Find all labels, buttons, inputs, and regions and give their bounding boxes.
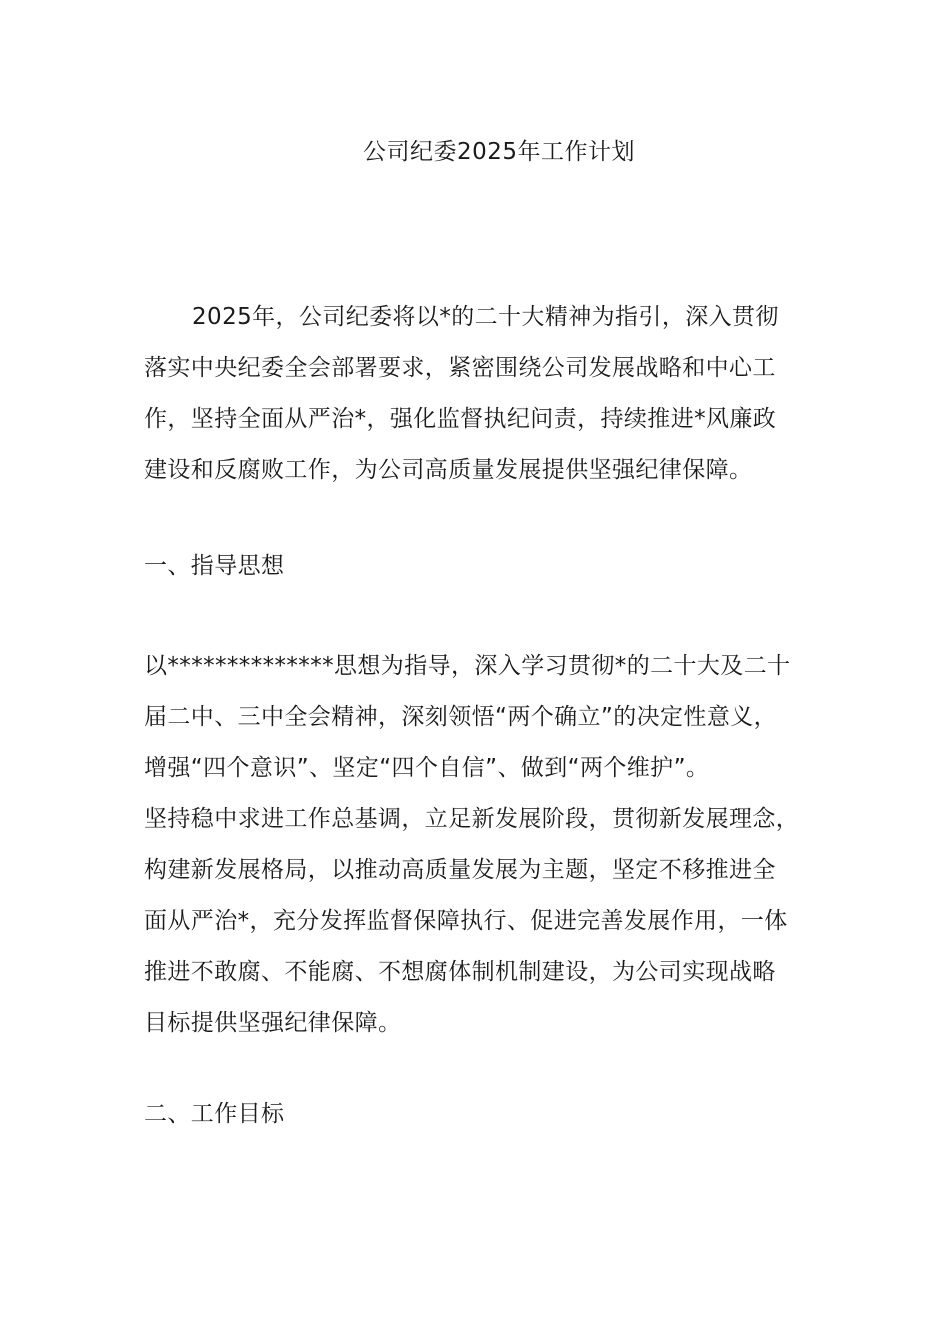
intro-line: 建设和反腐败工作，为公司高质量发展提供坚强纪律保障。 bbox=[144, 457, 753, 483]
paragraph-line: 面从严治*，充分发挥监督保障执行、促进完善发展作用，一体 bbox=[144, 908, 788, 934]
intro-line: 作，坚持全面从严治*，强化监督执纪问责，持续推进*风廉政 bbox=[144, 406, 777, 432]
document-title: 公司纪委2025年工作计划 bbox=[362, 139, 636, 165]
section-heading-guiding-ideology bbox=[144, 541, 804, 592]
intro-paragraph bbox=[144, 292, 804, 496]
section-heading-text: 二、工作目标 bbox=[144, 1101, 285, 1127]
paragraph-line: 构建新发展格局，以推动高质量发展为主题，坚定不移推进全 bbox=[144, 857, 776, 883]
section-heading-work-goals bbox=[144, 1089, 804, 1140]
paragraph-line: 目标提供坚强纪律保障。 bbox=[144, 1010, 402, 1036]
paragraph-line: 推进不敢腐、不能腐、不想腐体制机制建设，为公司实现战略 bbox=[144, 959, 776, 985]
paragraph-line: 增强“四个意识”、坚定“四个自信”、做到“两个维护”。 bbox=[144, 755, 710, 781]
section-heading-text: 一、指导思想 bbox=[144, 553, 285, 579]
paragraph-line: 以**************思想为指导，深入学习贯彻*的二十大及二十 bbox=[144, 653, 791, 679]
guiding-ideology-paragraph bbox=[144, 641, 804, 1049]
intro-line: 落实中央纪委全会部署要求，紧密围绕公司发展战略和中心工 bbox=[144, 355, 776, 381]
intro-line: 2025年，公司纪委将以*的二十大精神为指引，深入贯彻 bbox=[192, 304, 779, 330]
paragraph-line: 届二中、三中全会精神，深刻领悟“两个确立”的决定性意义， bbox=[144, 704, 778, 730]
paragraph-line: 坚持稳中求进工作总基调，立足新发展阶段，贯彻新发展理念， bbox=[144, 806, 800, 832]
